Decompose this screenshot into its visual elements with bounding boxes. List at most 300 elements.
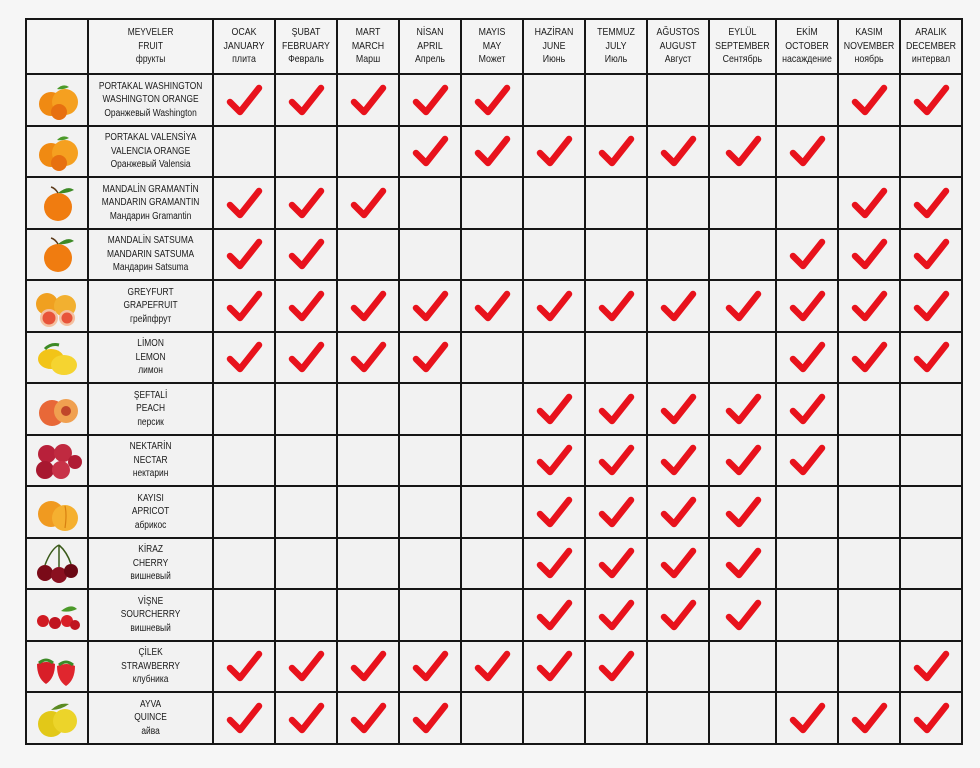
month-cell: [523, 589, 585, 641]
month-cell: [213, 486, 275, 538]
month-cell: [585, 538, 647, 590]
label-russian: персик: [137, 416, 164, 428]
label-turkish: NİSAN: [416, 26, 444, 39]
label-english: GRAPEFRUIT: [123, 300, 178, 311]
strawberry-icon: [31, 644, 83, 688]
check-mark-icon: [597, 443, 635, 477]
month-cell: [275, 332, 337, 384]
check-mark-icon: [850, 340, 888, 374]
fruit-name-cell: [88, 383, 213, 435]
check-mark-icon: [788, 701, 826, 735]
check-mark-icon: [349, 340, 387, 374]
month-cell: [275, 177, 337, 229]
check-mark-icon: [724, 392, 762, 426]
label-turkish: GREYFURT: [127, 286, 174, 298]
month-cell: [523, 177, 585, 229]
month-cell: [838, 435, 900, 487]
month-cell: [461, 486, 523, 538]
month-header: [900, 19, 962, 74]
check-mark-icon: [225, 237, 263, 271]
check-mark-icon: [287, 83, 325, 117]
label-turkish: ARALIK: [915, 26, 947, 39]
label-turkish: HAZİRAN: [534, 26, 574, 39]
check-mark-icon: [724, 134, 762, 168]
label-russian: вишневый: [130, 571, 171, 582]
month-cell: [337, 177, 399, 229]
month-cell: [776, 229, 838, 281]
label-english: SOURCHERRY: [120, 609, 181, 620]
fruit-name-cell: [88, 229, 213, 281]
month-cell: [399, 692, 461, 744]
month-cell: [776, 641, 838, 693]
fruit-image-cell: [26, 74, 88, 126]
check-mark-icon: [724, 598, 762, 632]
check-mark-icon: [535, 546, 573, 580]
month-cell: [838, 126, 900, 178]
month-cell: [900, 280, 962, 332]
month-cell: [337, 486, 399, 538]
label-english: QUINCE: [134, 712, 167, 723]
month-cell: [213, 641, 275, 693]
label-english: JANUARY: [223, 39, 265, 52]
check-mark-icon: [225, 83, 263, 117]
label-turkish: MAYIS: [478, 26, 506, 39]
month-cell: [900, 229, 962, 281]
mandarin-icon: [31, 181, 83, 225]
month-cell: [709, 332, 776, 384]
month-cell: [585, 280, 647, 332]
label-english: APRIL: [417, 39, 443, 52]
label-turkish: OCAK: [231, 26, 257, 39]
label-russian: Марш: [356, 53, 381, 66]
month-cell: [900, 589, 962, 641]
label-turkish: ŞUBAT: [291, 26, 321, 39]
month-cell: [647, 229, 709, 281]
month-cell: [647, 177, 709, 229]
label-russian: клубника: [132, 674, 169, 685]
peach-icon: [31, 387, 83, 431]
label-turkish: EKİM: [796, 26, 818, 39]
label-turkish: MANDALİN SATSUMA: [107, 235, 194, 246]
label-russian: Мандарин Gramantin: [109, 210, 192, 222]
month-cell: [838, 589, 900, 641]
month-cell: [523, 641, 585, 693]
check-mark-icon: [659, 289, 697, 323]
month-cell: [776, 589, 838, 641]
label-english: MANDARIN GRAMANTIN: [101, 197, 200, 208]
month-cell: [585, 641, 647, 693]
label-turkish: KASIM: [855, 26, 883, 39]
label-russian: фрукты: [135, 54, 166, 66]
check-mark-icon: [788, 134, 826, 168]
label-russian: грейпфрут: [129, 313, 172, 325]
check-mark-icon: [724, 546, 762, 580]
month-cell: [399, 383, 461, 435]
sourcherry-icon: [31, 593, 83, 637]
month-cell: [709, 126, 776, 178]
label-russian: Июнь: [542, 53, 566, 66]
label-english: MARCH: [352, 39, 385, 52]
apricot-icon: [31, 490, 83, 534]
label-russian: Может: [478, 53, 506, 66]
month-cell: [647, 435, 709, 487]
label-turkish: KAYISI: [137, 492, 164, 504]
orange-icon: [31, 78, 83, 122]
month-cell: [776, 177, 838, 229]
fruit-image-cell: [26, 486, 88, 538]
label-russian: плита: [232, 53, 257, 66]
month-cell: [523, 486, 585, 538]
month-cell: [585, 486, 647, 538]
check-mark-icon: [597, 134, 635, 168]
check-mark-icon: [850, 186, 888, 220]
check-mark-icon: [225, 186, 263, 220]
month-header: [461, 19, 523, 74]
check-mark-icon: [912, 83, 950, 117]
month-cell: [523, 74, 585, 126]
check-mark-icon: [535, 495, 573, 529]
label-russian: Февраль: [288, 53, 325, 66]
month-cell: [585, 177, 647, 229]
month-cell: [337, 589, 399, 641]
month-cell: [399, 538, 461, 590]
check-mark-icon: [535, 392, 573, 426]
month-cell: [838, 383, 900, 435]
month-cell: [647, 692, 709, 744]
month-cell: [461, 74, 523, 126]
month-cell: [213, 692, 275, 744]
month-cell: [275, 280, 337, 332]
month-cell: [900, 538, 962, 590]
month-cell: [523, 332, 585, 384]
fruit-row: [26, 486, 962, 538]
check-mark-icon: [349, 649, 387, 683]
month-header: [399, 19, 461, 74]
check-mark-icon: [535, 649, 573, 683]
month-cell: [523, 280, 585, 332]
month-cell: [647, 332, 709, 384]
month-header: [585, 19, 647, 74]
month-cell: [523, 229, 585, 281]
check-mark-icon: [411, 83, 449, 117]
month-header: [213, 19, 275, 74]
check-mark-icon: [349, 186, 387, 220]
month-cell: [647, 74, 709, 126]
month-cell: [461, 589, 523, 641]
month-header: [776, 19, 838, 74]
check-mark-icon: [788, 237, 826, 271]
fruit-name-cell: [88, 280, 213, 332]
label-turkish: AYVA: [140, 698, 162, 710]
label-russian: Оранжевый Washington: [104, 107, 197, 119]
month-cell: [337, 280, 399, 332]
month-cell: [337, 332, 399, 384]
month-cell: [337, 74, 399, 126]
label-english: MANDARIN SATSUMA: [107, 248, 195, 260]
check-mark-icon: [225, 340, 263, 374]
fruit-row: [26, 692, 962, 744]
fruit-name-cell: [88, 74, 213, 126]
check-mark-icon: [349, 289, 387, 323]
label-english: CHERRY: [132, 557, 169, 569]
label-turkish: ŞEFTALİ: [133, 389, 168, 401]
month-cell: [399, 486, 461, 538]
month-cell: [709, 435, 776, 487]
month-cell: [900, 486, 962, 538]
month-cell: [523, 538, 585, 590]
month-cell: [838, 692, 900, 744]
month-cell: [213, 177, 275, 229]
fruit-season-table: [25, 18, 963, 745]
month-cell: [399, 435, 461, 487]
fruit-name-cell: [88, 641, 213, 693]
month-cell: [709, 383, 776, 435]
month-cell: [213, 589, 275, 641]
month-cell: [838, 177, 900, 229]
label-turkish: TEMMUZ: [597, 26, 636, 39]
month-cell: [585, 435, 647, 487]
month-header: [838, 19, 900, 74]
month-header: [275, 19, 337, 74]
check-mark-icon: [659, 443, 697, 477]
month-cell: [838, 538, 900, 590]
month-cell: [337, 692, 399, 744]
month-cell: [647, 126, 709, 178]
month-cell: [585, 74, 647, 126]
month-cell: [213, 332, 275, 384]
label-russian: интервал: [911, 53, 951, 66]
month-cell: [709, 280, 776, 332]
quince-icon: [31, 696, 83, 740]
label-turkish: ÇİLEK: [138, 647, 163, 658]
month-cell: [275, 538, 337, 590]
month-cell: [461, 538, 523, 590]
month-cell: [337, 383, 399, 435]
month-cell: [709, 692, 776, 744]
month-cell: [337, 229, 399, 281]
month-cell: [461, 332, 523, 384]
month-cell: [523, 126, 585, 178]
label-english: OCTOBER: [785, 39, 829, 52]
label-english: JUNE: [542, 39, 566, 52]
month-cell: [461, 641, 523, 693]
label-russian: вишневый: [130, 622, 171, 634]
label-russian: нектарин: [132, 468, 169, 479]
nectarine-icon: [31, 438, 83, 482]
month-cell: [337, 126, 399, 178]
fruit-name-cell: [88, 332, 213, 384]
fruit-image-cell: [26, 435, 88, 487]
fruit-image-cell: [26, 538, 88, 590]
label-english: FRUIT: [138, 40, 163, 52]
month-cell: [461, 383, 523, 435]
label-russian: ноябрь: [854, 53, 884, 66]
label-english: NECTAR: [133, 454, 168, 466]
label-english: FEBRUARY: [282, 39, 331, 52]
fruit-row: [26, 383, 962, 435]
label-russian: Оранжевый Valensia: [110, 159, 191, 170]
month-cell: [275, 74, 337, 126]
month-cell: [213, 538, 275, 590]
check-mark-icon: [850, 289, 888, 323]
month-cell: [585, 383, 647, 435]
month-cell: [647, 538, 709, 590]
month-cell: [900, 332, 962, 384]
header-row: [26, 19, 962, 74]
month-cell: [838, 74, 900, 126]
check-mark-icon: [535, 289, 573, 323]
month-cell: [709, 177, 776, 229]
image-column-header: [26, 19, 88, 74]
fruit-image-cell: [26, 126, 88, 178]
fruit-row: [26, 589, 962, 641]
fruit-row: [26, 332, 962, 384]
month-cell: [585, 692, 647, 744]
fruit-column-header: [88, 19, 213, 74]
month-cell: [213, 280, 275, 332]
label-russian: лимон: [138, 365, 163, 376]
lemon-icon: [31, 335, 83, 379]
month-cell: [399, 280, 461, 332]
month-cell: [337, 435, 399, 487]
label-turkish: NEKTARİN: [129, 441, 172, 452]
month-cell: [838, 280, 900, 332]
month-cell: [275, 229, 337, 281]
month-cell: [213, 126, 275, 178]
month-cell: [838, 229, 900, 281]
month-cell: [213, 383, 275, 435]
label-turkish: PORTAKAL WASHINGTON: [98, 80, 203, 92]
month-cell: [838, 486, 900, 538]
fruit-row: [26, 538, 962, 590]
month-cell: [275, 692, 337, 744]
month-cell: [709, 486, 776, 538]
check-mark-icon: [912, 186, 950, 220]
month-cell: [523, 692, 585, 744]
month-cell: [709, 538, 776, 590]
month-cell: [776, 74, 838, 126]
month-cell: [399, 641, 461, 693]
check-mark-icon: [287, 237, 325, 271]
label-russian: айва: [141, 725, 160, 737]
fruit-row: [26, 641, 962, 693]
month-cell: [461, 435, 523, 487]
fruit-name-cell: [88, 486, 213, 538]
month-cell: [213, 435, 275, 487]
label-russian: Мандарин Satsuma: [112, 262, 189, 273]
label-russian: Сентябрь: [722, 53, 763, 66]
fruit-name-cell: [88, 589, 213, 641]
check-mark-icon: [597, 546, 635, 580]
check-mark-icon: [850, 237, 888, 271]
check-mark-icon: [411, 701, 449, 735]
check-mark-icon: [287, 701, 325, 735]
check-mark-icon: [473, 289, 511, 323]
label-english: NOVEMBER: [843, 39, 895, 52]
month-cell: [900, 74, 962, 126]
month-cell: [399, 589, 461, 641]
month-cell: [461, 280, 523, 332]
month-cell: [399, 74, 461, 126]
month-cell: [900, 692, 962, 744]
label-english: WASHINGTON ORANGE: [102, 94, 199, 105]
check-mark-icon: [225, 649, 263, 683]
fruit-image-cell: [26, 280, 88, 332]
fruit-name-cell: [88, 692, 213, 744]
check-mark-icon: [659, 598, 697, 632]
month-cell: [838, 641, 900, 693]
label-russian: Август: [664, 53, 692, 66]
mandarin-icon: [31, 232, 83, 276]
month-cell: [275, 641, 337, 693]
check-mark-icon: [411, 340, 449, 374]
month-cell: [275, 486, 337, 538]
check-mark-icon: [473, 649, 511, 683]
label-english: SEPTEMBER: [715, 39, 770, 52]
month-cell: [709, 229, 776, 281]
month-cell: [709, 641, 776, 693]
check-mark-icon: [912, 701, 950, 735]
fruit-row: [26, 177, 962, 229]
label-russian: насаждение: [782, 53, 832, 66]
check-mark-icon: [287, 186, 325, 220]
check-mark-icon: [912, 649, 950, 683]
fruit-image-cell: [26, 332, 88, 384]
month-header: [337, 19, 399, 74]
check-mark-icon: [349, 83, 387, 117]
label-english: MAY: [482, 39, 502, 52]
fruit-image-cell: [26, 641, 88, 693]
month-cell: [585, 126, 647, 178]
check-mark-icon: [724, 495, 762, 529]
check-mark-icon: [411, 289, 449, 323]
check-mark-icon: [912, 289, 950, 323]
check-mark-icon: [225, 701, 263, 735]
check-mark-icon: [473, 83, 511, 117]
month-cell: [900, 383, 962, 435]
month-header: [523, 19, 585, 74]
month-cell: [776, 435, 838, 487]
label-english: VALENCIA ORANGE: [110, 145, 191, 157]
fruit-row: [26, 280, 962, 332]
fruit-row: [26, 435, 962, 487]
month-cell: [461, 126, 523, 178]
month-cell: [275, 435, 337, 487]
check-mark-icon: [597, 649, 635, 683]
month-cell: [275, 383, 337, 435]
month-cell: [213, 74, 275, 126]
check-mark-icon: [659, 546, 697, 580]
check-mark-icon: [535, 598, 573, 632]
check-mark-icon: [788, 340, 826, 374]
fruit-name-cell: [88, 126, 213, 178]
month-cell: [461, 177, 523, 229]
month-cell: [337, 538, 399, 590]
check-mark-icon: [597, 598, 635, 632]
check-mark-icon: [287, 289, 325, 323]
check-mark-icon: [850, 701, 888, 735]
month-cell: [461, 692, 523, 744]
month-cell: [585, 332, 647, 384]
check-mark-icon: [659, 392, 697, 426]
month-cell: [647, 383, 709, 435]
month-cell: [647, 280, 709, 332]
month-cell: [399, 229, 461, 281]
fruit-image-cell: [26, 383, 88, 435]
month-cell: [399, 126, 461, 178]
label-russian: Июль: [604, 53, 628, 66]
label-english: LEMON: [135, 351, 166, 363]
